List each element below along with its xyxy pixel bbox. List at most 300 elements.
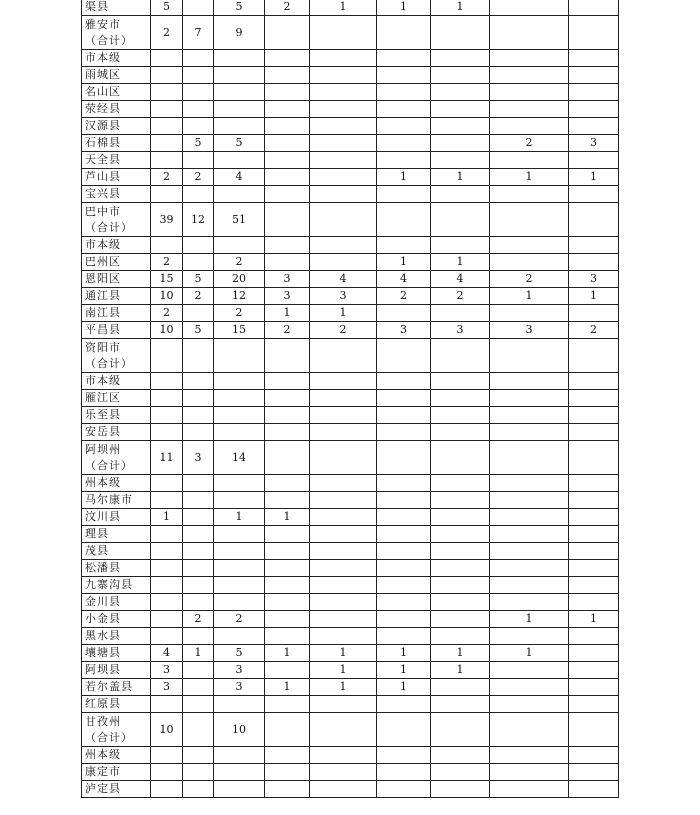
value-cell: 1 <box>377 0 431 16</box>
value-cell: 1 <box>569 169 619 186</box>
value-cell <box>265 441 310 475</box>
value-cell <box>265 526 310 543</box>
region-name-text: 渠县 <box>85 0 109 13</box>
value-cell <box>214 492 265 509</box>
value-cell <box>310 339 377 373</box>
table-row <box>82 407 619 424</box>
region-name-text: 恩阳区 <box>85 272 121 285</box>
value-cell <box>151 526 183 543</box>
value-cell: 2 <box>265 0 310 16</box>
region-name-text: 理县 <box>85 527 109 540</box>
value-cell <box>490 747 569 764</box>
value-cell <box>490 84 569 101</box>
table-row <box>82 84 619 101</box>
value-cell: 1 <box>265 679 310 696</box>
value-cell <box>310 16 377 50</box>
value-cell <box>183 560 214 577</box>
value-cell <box>310 781 377 798</box>
table-row <box>82 492 619 509</box>
table-row <box>82 101 619 118</box>
value-cell <box>265 577 310 594</box>
value-cell: 1 <box>569 611 619 628</box>
value-cell: 2 <box>569 322 619 339</box>
region-name-cell <box>82 271 151 288</box>
value-cell <box>431 764 490 781</box>
value-cell <box>265 50 310 67</box>
value-cell <box>183 747 214 764</box>
value-cell <box>569 50 619 67</box>
value-cell <box>310 118 377 135</box>
region-name-cell <box>82 628 151 645</box>
value-cell <box>377 611 431 628</box>
value-cell <box>431 781 490 798</box>
value-cell <box>377 764 431 781</box>
region-name-cell <box>82 407 151 424</box>
value-cell <box>569 305 619 322</box>
table-row <box>82 645 619 662</box>
value-cell <box>183 305 214 322</box>
region-name-cell <box>82 118 151 135</box>
region-name-cell <box>82 305 151 322</box>
value-cell <box>214 373 265 390</box>
region-name-cell <box>82 543 151 560</box>
value-cell: 1 <box>151 509 183 526</box>
region-name-cell <box>82 50 151 67</box>
value-cell <box>377 543 431 560</box>
value-cell: 3 <box>265 288 310 305</box>
value-cell <box>214 118 265 135</box>
region-name-text: 松潘县 <box>85 561 121 574</box>
region-name-text: 康定市 <box>85 765 121 778</box>
value-cell <box>214 696 265 713</box>
table-row <box>82 611 619 628</box>
value-cell <box>569 713 619 747</box>
value-cell <box>569 203 619 237</box>
value-cell <box>569 101 619 118</box>
value-cell: 3 <box>214 679 265 696</box>
value-cell <box>183 101 214 118</box>
region-name-text: 名山区 <box>85 85 121 98</box>
region-name-cell <box>82 322 151 339</box>
region-name-text: （合计） <box>85 730 133 744</box>
value-cell <box>377 696 431 713</box>
value-cell <box>569 0 619 16</box>
value-cell <box>183 713 214 747</box>
value-cell <box>310 441 377 475</box>
region-name-text: （合计） <box>85 458 133 472</box>
value-cell <box>490 577 569 594</box>
value-cell <box>377 186 431 203</box>
value-cell <box>265 169 310 186</box>
value-cell: 5 <box>214 0 265 16</box>
value-cell <box>151 407 183 424</box>
value-cell <box>151 594 183 611</box>
statistics-table <box>81 0 619 798</box>
value-cell <box>183 475 214 492</box>
value-cell: 2 <box>183 288 214 305</box>
value-cell <box>214 543 265 560</box>
value-cell: 3 <box>569 271 619 288</box>
value-cell <box>431 237 490 254</box>
value-cell <box>490 594 569 611</box>
table-row <box>82 662 619 679</box>
region-name-cell <box>82 152 151 169</box>
value-cell <box>310 50 377 67</box>
table-row <box>82 390 619 407</box>
value-cell <box>214 560 265 577</box>
region-name-text: 阿坝州 <box>85 442 121 456</box>
value-cell <box>569 781 619 798</box>
value-cell <box>431 50 490 67</box>
value-cell <box>151 781 183 798</box>
value-cell <box>310 492 377 509</box>
value-cell: 2 <box>490 271 569 288</box>
value-cell <box>183 526 214 543</box>
region-name-cell <box>82 509 151 526</box>
region-name-cell <box>82 84 151 101</box>
region-name-cell <box>82 577 151 594</box>
table-row <box>82 713 619 747</box>
value-cell: 1 <box>490 611 569 628</box>
value-cell <box>431 594 490 611</box>
value-cell <box>183 662 214 679</box>
value-cell <box>214 50 265 67</box>
region-name-text: 若尔盖县 <box>85 680 133 693</box>
value-cell <box>151 135 183 152</box>
value-cell <box>569 237 619 254</box>
region-name-cell <box>82 560 151 577</box>
value-cell: 1 <box>310 0 377 16</box>
value-cell: 1 <box>377 679 431 696</box>
value-cell: 1 <box>431 662 490 679</box>
value-cell <box>431 135 490 152</box>
value-cell <box>265 16 310 50</box>
value-cell <box>151 577 183 594</box>
value-cell: 2 <box>183 611 214 628</box>
region-name-cell <box>82 611 151 628</box>
value-cell <box>214 339 265 373</box>
value-cell <box>265 475 310 492</box>
value-cell <box>377 441 431 475</box>
value-cell <box>431 492 490 509</box>
value-cell <box>377 594 431 611</box>
value-cell <box>431 390 490 407</box>
region-name-text: 雅安市 <box>85 17 121 31</box>
value-cell: 5 <box>151 0 183 16</box>
value-cell <box>183 577 214 594</box>
value-cell: 51 <box>214 203 265 237</box>
value-cell: 2 <box>151 169 183 186</box>
value-cell <box>183 696 214 713</box>
value-cell <box>310 254 377 271</box>
value-cell <box>377 628 431 645</box>
value-cell: 2 <box>431 288 490 305</box>
value-cell <box>151 152 183 169</box>
table-row <box>82 135 619 152</box>
table-row <box>82 0 619 16</box>
value-cell <box>490 560 569 577</box>
value-cell <box>310 152 377 169</box>
value-cell <box>265 424 310 441</box>
value-cell <box>377 84 431 101</box>
value-cell <box>310 764 377 781</box>
value-cell <box>151 339 183 373</box>
value-cell <box>151 492 183 509</box>
region-name-cell <box>82 441 151 475</box>
value-cell <box>265 628 310 645</box>
region-name-cell <box>82 526 151 543</box>
table-row <box>82 254 619 271</box>
region-name-cell <box>82 594 151 611</box>
table-row <box>82 747 619 764</box>
value-cell <box>265 492 310 509</box>
value-cell: 3 <box>183 441 214 475</box>
value-cell <box>431 713 490 747</box>
value-cell <box>214 84 265 101</box>
value-cell <box>310 475 377 492</box>
value-cell <box>214 390 265 407</box>
value-cell <box>265 254 310 271</box>
region-name-text: 茂县 <box>85 544 109 557</box>
value-cell: 1 <box>490 645 569 662</box>
region-name-text: 天全县 <box>85 153 121 166</box>
table-row <box>82 16 619 50</box>
value-cell <box>214 101 265 118</box>
value-cell <box>377 509 431 526</box>
region-name-cell <box>82 696 151 713</box>
region-name-text: 黑水县 <box>85 629 121 642</box>
value-cell <box>183 764 214 781</box>
value-cell <box>310 237 377 254</box>
region-name-cell <box>82 16 151 50</box>
value-cell <box>431 407 490 424</box>
value-cell <box>214 594 265 611</box>
value-cell <box>569 373 619 390</box>
region-name-cell <box>82 288 151 305</box>
value-cell: 3 <box>151 662 183 679</box>
region-name-cell <box>82 713 151 747</box>
value-cell <box>377 747 431 764</box>
value-cell <box>265 662 310 679</box>
value-cell <box>431 628 490 645</box>
value-cell <box>310 373 377 390</box>
value-cell: 1 <box>431 169 490 186</box>
value-cell <box>214 747 265 764</box>
value-cell <box>183 509 214 526</box>
value-cell <box>265 237 310 254</box>
value-cell <box>183 339 214 373</box>
value-cell <box>490 254 569 271</box>
value-cell <box>377 407 431 424</box>
value-cell <box>265 152 310 169</box>
value-cell <box>431 152 490 169</box>
value-cell <box>151 560 183 577</box>
value-cell: 4 <box>431 271 490 288</box>
region-name-text: 市本级 <box>85 374 121 387</box>
value-cell <box>265 390 310 407</box>
value-cell <box>265 543 310 560</box>
value-cell: 3 <box>265 271 310 288</box>
value-cell: 1 <box>310 645 377 662</box>
value-cell <box>569 441 619 475</box>
value-cell <box>377 526 431 543</box>
value-cell <box>569 475 619 492</box>
value-cell <box>377 16 431 50</box>
value-cell <box>183 543 214 560</box>
value-cell: 2 <box>490 135 569 152</box>
value-cell: 10 <box>151 322 183 339</box>
value-cell <box>377 50 431 67</box>
value-cell <box>310 577 377 594</box>
table-row <box>82 118 619 135</box>
value-cell: 1 <box>431 645 490 662</box>
value-cell <box>310 560 377 577</box>
value-cell <box>569 424 619 441</box>
value-cell <box>310 747 377 764</box>
value-cell <box>431 475 490 492</box>
value-cell <box>183 84 214 101</box>
value-cell: 4 <box>310 271 377 288</box>
value-cell <box>490 237 569 254</box>
value-cell <box>310 696 377 713</box>
value-cell: 9 <box>214 16 265 50</box>
table-row <box>82 169 619 186</box>
value-cell <box>265 186 310 203</box>
value-cell <box>265 118 310 135</box>
value-cell: 1 <box>265 645 310 662</box>
value-cell <box>265 407 310 424</box>
value-cell <box>265 713 310 747</box>
value-cell <box>490 662 569 679</box>
value-cell <box>310 169 377 186</box>
value-cell: 3 <box>214 662 265 679</box>
value-cell <box>377 305 431 322</box>
value-cell <box>569 662 619 679</box>
value-cell <box>151 628 183 645</box>
value-cell <box>377 118 431 135</box>
region-name-cell <box>82 492 151 509</box>
value-cell <box>490 339 569 373</box>
value-cell <box>490 407 569 424</box>
value-cell <box>431 339 490 373</box>
region-name-text: 雨城区 <box>85 68 121 81</box>
region-name-text: 州本级 <box>85 476 121 489</box>
value-cell <box>569 594 619 611</box>
value-cell <box>377 577 431 594</box>
region-name-text: （合计） <box>85 220 133 234</box>
value-cell <box>490 526 569 543</box>
table-row <box>82 509 619 526</box>
value-cell <box>214 237 265 254</box>
value-cell <box>265 373 310 390</box>
region-name-cell <box>82 67 151 84</box>
value-cell <box>265 84 310 101</box>
value-cell: 5 <box>214 645 265 662</box>
region-name-cell <box>82 390 151 407</box>
value-cell <box>183 237 214 254</box>
value-cell: 1 <box>214 509 265 526</box>
value-cell <box>431 203 490 237</box>
table-row <box>82 628 619 645</box>
value-cell <box>310 135 377 152</box>
value-cell: 14 <box>214 441 265 475</box>
value-cell <box>569 390 619 407</box>
value-cell <box>151 237 183 254</box>
value-cell <box>265 67 310 84</box>
region-name-cell <box>82 475 151 492</box>
value-cell <box>151 764 183 781</box>
region-name-text: 通江县 <box>85 289 121 302</box>
value-cell <box>183 118 214 135</box>
region-name-text: 汶川县 <box>85 510 121 523</box>
value-cell: 2 <box>151 254 183 271</box>
value-cell <box>310 526 377 543</box>
value-cell <box>377 781 431 798</box>
value-cell <box>490 118 569 135</box>
value-cell <box>569 16 619 50</box>
value-cell <box>151 611 183 628</box>
table-row <box>82 475 619 492</box>
region-name-text: 巴州区 <box>85 255 121 268</box>
value-cell <box>490 679 569 696</box>
value-cell <box>214 67 265 84</box>
value-cell <box>490 696 569 713</box>
value-cell <box>183 186 214 203</box>
region-name-text: 南江县 <box>85 306 121 319</box>
value-cell <box>151 543 183 560</box>
value-cell: 2 <box>214 305 265 322</box>
region-name-text: 甘孜州 <box>85 714 121 728</box>
table-row <box>82 577 619 594</box>
value-cell <box>490 424 569 441</box>
value-cell: 3 <box>310 288 377 305</box>
value-cell <box>151 373 183 390</box>
value-cell <box>265 611 310 628</box>
value-cell <box>310 611 377 628</box>
value-cell <box>310 424 377 441</box>
value-cell <box>490 509 569 526</box>
value-cell <box>183 424 214 441</box>
value-cell: 15 <box>214 322 265 339</box>
value-cell: 2 <box>151 305 183 322</box>
value-cell <box>151 84 183 101</box>
value-cell <box>569 628 619 645</box>
region-name-cell <box>82 254 151 271</box>
region-name-text: 荥经县 <box>85 102 121 115</box>
value-cell <box>377 424 431 441</box>
value-cell <box>310 407 377 424</box>
value-cell: 1 <box>310 305 377 322</box>
value-cell <box>310 628 377 645</box>
value-cell <box>183 781 214 798</box>
value-cell <box>490 543 569 560</box>
value-cell: 3 <box>151 679 183 696</box>
value-cell <box>569 764 619 781</box>
region-name-text: （合计） <box>85 33 133 47</box>
value-cell: 2 <box>377 288 431 305</box>
value-cell <box>569 118 619 135</box>
table-row <box>82 441 619 475</box>
value-cell: 1 <box>377 169 431 186</box>
value-cell <box>183 390 214 407</box>
value-cell <box>151 50 183 67</box>
value-cell <box>431 67 490 84</box>
value-cell: 3 <box>377 322 431 339</box>
value-cell <box>431 747 490 764</box>
value-cell <box>569 679 619 696</box>
value-cell <box>377 67 431 84</box>
region-name-cell <box>82 237 151 254</box>
